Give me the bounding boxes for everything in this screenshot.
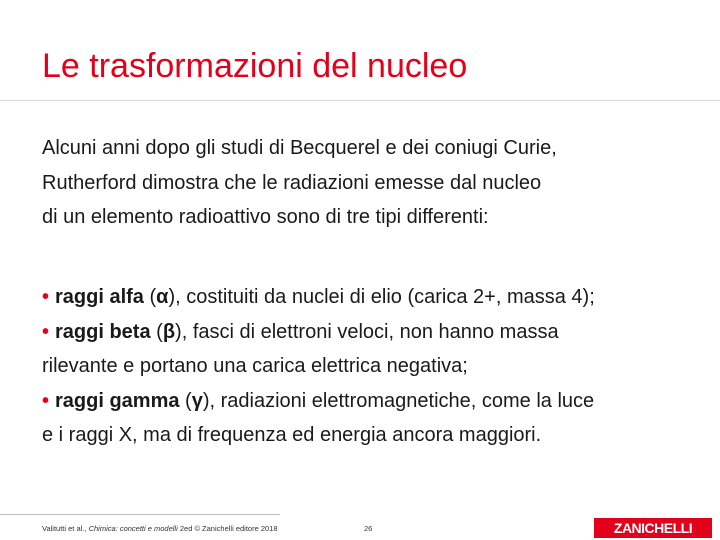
credit-publisher: 2ed © Zanichelli editore 2018 — [177, 524, 278, 533]
bullet-marker: • — [42, 389, 50, 412]
bullet-marker: • — [42, 286, 50, 308]
symbol-open: ( — [143, 286, 157, 308]
bullet-term: raggi gamma — [55, 389, 180, 412]
alpha-symbol: α — [156, 286, 169, 308]
bullet-list — [42, 280, 712, 453]
bullet-item-beta — [42, 315, 712, 350]
intro-paragraph — [42, 131, 692, 235]
slide-title: Le trasformazioni del nucleo — [42, 47, 468, 85]
symbol-close: ) — [168, 286, 176, 308]
page-number: 26 — [364, 524, 373, 533]
intro-line: di un elemento radioattivo sono di tre tipi differenti: — [42, 206, 489, 228]
symbol-open: ( — [179, 389, 192, 412]
beta-symbol: β — [162, 320, 176, 343]
gamma-symbol: γ — [191, 389, 203, 412]
symbol-close: ) — [202, 389, 210, 412]
bullet-item-alfa — [42, 280, 712, 315]
symbol-close: ) — [175, 320, 182, 343]
credit-book-title: Chimica: concetti e modelli — [88, 524, 178, 533]
bullet-continuation: e i raggi X, ma di frequenza ed energia ancora maggiori. — [42, 424, 542, 446]
bullet-term: raggi alfa — [55, 286, 144, 308]
intro-line: Alcuni anni dopo gli studi di Becquerel e dei coniugi Curie, — [42, 137, 557, 159]
publisher-logo: ZANICHELLI — [594, 518, 712, 538]
footer-divider — [0, 514, 280, 515]
credit-authors: Valitutti et al., — [42, 524, 89, 533]
bullet-marker: • — [42, 320, 50, 343]
footer-credit — [42, 524, 278, 533]
title-divider — [0, 100, 720, 101]
bullet-continuation: rilevante e portano una carica elettrica negativa; — [42, 355, 468, 377]
bullet-text: , radiazioni elettromagnetiche, come la luce — [209, 389, 595, 412]
symbol-open: ( — [150, 320, 163, 343]
bullet-text: , costituiti da nuclei di elio (carica 2+, massa 4); — [175, 286, 595, 308]
intro-line: Rutherford dimostra che le radiazioni emesse dal nucleo — [42, 171, 542, 194]
bullet-text: , fasci di elettroni veloci, non hanno massa — [181, 320, 559, 343]
bullet-item-gamma — [42, 384, 712, 419]
bullet-term: raggi beta — [55, 320, 151, 343]
